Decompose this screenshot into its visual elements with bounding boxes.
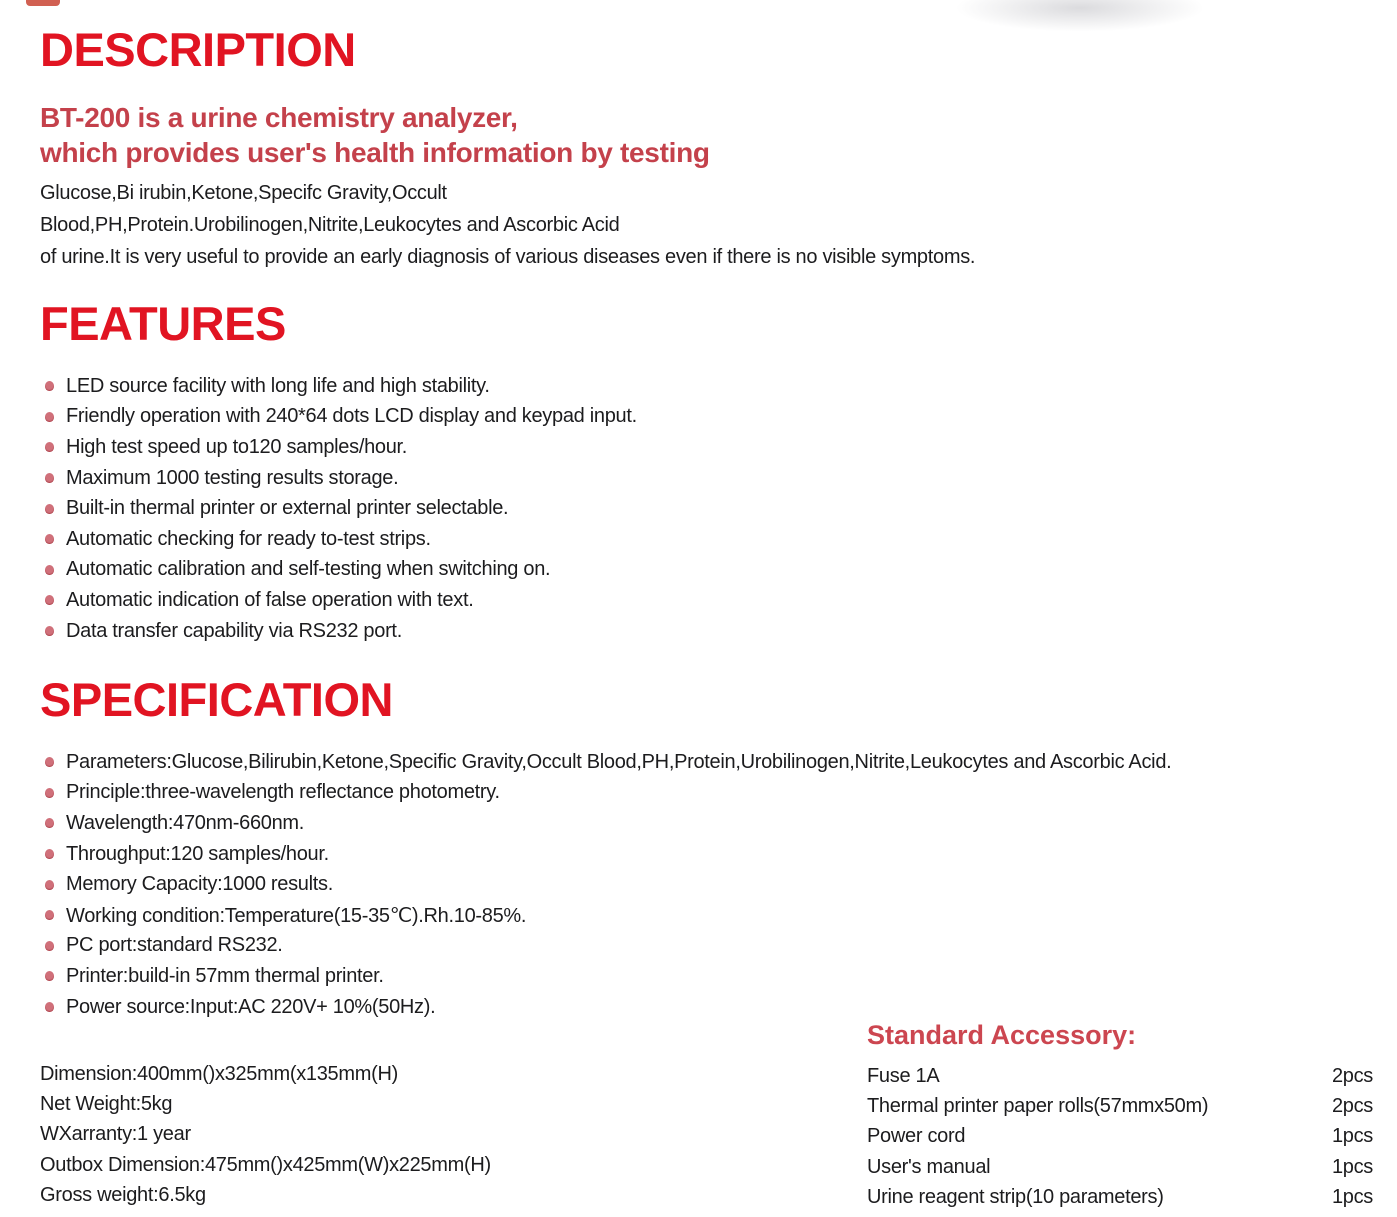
accessory-qty: 1pcs: [1331, 1125, 1373, 1148]
bullet-icon: [45, 381, 54, 391]
product-info-line: Net Weight:5kg: [40, 1093, 173, 1116]
product-info-line: Dimension:400mm()x325mm(x135mm(H): [40, 1063, 398, 1085]
paragraph-line: Blood,PH,Protein.Urobilinogen,Nitrite,Leukocytes and Ascorbic Acid: [40, 214, 620, 236]
spec-text: PC port:standard RS232.: [66, 934, 283, 957]
bullet-icon: [45, 442, 54, 452]
bullet-icon: [45, 757, 54, 767]
bullet-icon: [45, 971, 54, 981]
spec-item: [40, 992, 1171, 1023]
feature-item: [40, 402, 637, 433]
paragraph-line: Glucose,Bi irubin,Ketone,Specifc Gravity,Occult: [40, 182, 447, 204]
accessory-qty: 2pcs: [1331, 1095, 1373, 1118]
bullet-icon: [45, 504, 54, 514]
specification-list: [40, 747, 1171, 1022]
scan-smudge: [955, 0, 1205, 32]
feature-text: High test speed up to120 samples/hour.: [66, 435, 408, 458]
paragraph-line: of urine.It is very useful to provide an early diagnosis of various diseases even if there is no visible symptoms.: [40, 246, 976, 268]
spec-item: [40, 869, 1171, 900]
bullet-icon: [45, 412, 54, 422]
spec-item: [40, 747, 1171, 778]
bullet-icon: [45, 473, 54, 483]
spec-item: [40, 839, 1171, 870]
feature-text: Automatic calibration and self-testing when switching on.: [66, 558, 551, 581]
accessory-qty: 1pcs: [1331, 1185, 1373, 1208]
accessory-qty: 1pcs: [1331, 1155, 1373, 1178]
accessory-label: Thermal printer paper rolls(57mmx50m): [867, 1095, 1209, 1118]
bullet-icon: [45, 910, 54, 920]
product-info-line: WXarranty:1 year: [40, 1123, 191, 1146]
spec-item: [40, 961, 1171, 992]
accessory-label: Fuse 1A: [867, 1065, 940, 1087]
feature-text: Built-in thermal printer or external printer selectable.: [66, 497, 509, 520]
accessory-row: [867, 1061, 1373, 1091]
spec-text: Wavelength:470nm-660nm.: [66, 811, 305, 834]
feature-item: [40, 432, 637, 463]
description-subtitle: [40, 100, 710, 170]
features-heading: FEATURES: [40, 297, 286, 350]
features-list: [40, 371, 637, 646]
accessory-row: [867, 1152, 1373, 1182]
spec-text: Throughput:120 samples/hour.: [66, 842, 329, 865]
spec-item: [40, 931, 1171, 962]
bullet-icon: [45, 880, 54, 890]
bullet-icon: [45, 818, 54, 828]
bullet-icon: [45, 534, 54, 544]
accessory-row: [867, 1091, 1373, 1121]
accessory-row: [867, 1182, 1373, 1212]
bullet-icon: [45, 788, 54, 798]
bullet-icon: [45, 849, 54, 859]
accessory-qty: 2pcs: [1331, 1065, 1373, 1087]
specification-heading: SPECIFICATION: [40, 673, 393, 726]
bullet-icon: [45, 941, 54, 951]
feature-text: Maximum 1000 testing results storage.: [66, 466, 399, 489]
spec-text: Working condition:Temperature(15-35℃).Rh.10-85%.: [66, 904, 527, 927]
accessory-row: [867, 1121, 1373, 1151]
feature-text: Data transfer capability via RS232 port.: [66, 619, 402, 642]
feature-item: [40, 371, 637, 402]
description-paragraph: [40, 177, 975, 273]
subtitle-line: BT-200 is a urine chemistry analyzer,: [40, 102, 518, 133]
feature-text: Automatic indication of false operation with text.: [66, 588, 474, 611]
product-info-line: Outbox Dimension:475mm()x425mm(W)x225mm(H): [40, 1153, 491, 1176]
feature-item: [40, 524, 637, 555]
feature-text: Automatic checking for ready to-test strips.: [66, 527, 431, 550]
bullet-icon: [45, 1002, 54, 1012]
spec-text: Printer:build-in 57mm thermal printer.: [66, 964, 384, 987]
subtitle-line: which provides user's health information by testing: [40, 137, 710, 168]
bullet-icon: [45, 565, 54, 575]
description-heading: DESCRIPTION: [40, 23, 356, 76]
feature-item: [40, 555, 637, 586]
spec-item: [40, 900, 1171, 931]
feature-item: [40, 463, 637, 494]
spec-item: [40, 808, 1171, 839]
standard-accessory-heading: Standard Accessory:: [867, 1020, 1137, 1050]
bullet-icon: [45, 626, 54, 636]
feature-text: Friendly operation with 240*64 dots LCD display and keypad input.: [66, 405, 637, 428]
spec-text: Power source:Input:AC 220V+ 10%(50Hz).: [66, 995, 436, 1018]
corner-scan-artifact: [26, 0, 60, 6]
accessory-rows: [867, 1061, 1373, 1212]
product-info-block: [40, 1059, 491, 1210]
spec-text: Principle:three-wavelength reflectance photometry.: [66, 781, 500, 804]
standard-accessory-block: [867, 1019, 1373, 1212]
accessory-label: User's manual: [867, 1155, 991, 1178]
feature-item: [40, 493, 637, 524]
feature-item: [40, 585, 637, 616]
spec-text: Parameters:Glucose,Bilirubin,Ketone,Specific Gravity,Occult Blood,PH,Protein,Urobilinogen,Nitrite,Leukocytes and Ascorbic Acid.: [66, 750, 1172, 773]
spec-item: [40, 778, 1171, 809]
accessory-label: Power cord: [867, 1125, 966, 1148]
accessory-label: Urine reagent strip(10 parameters): [867, 1185, 1164, 1208]
spec-text: Memory Capacity:1000 results.: [66, 873, 333, 896]
product-info-line: Gross weight:6.5kg: [40, 1183, 206, 1206]
bullet-icon: [45, 595, 54, 605]
feature-item: [40, 616, 637, 647]
feature-text: LED source facility with long life and high stability.: [66, 374, 490, 397]
